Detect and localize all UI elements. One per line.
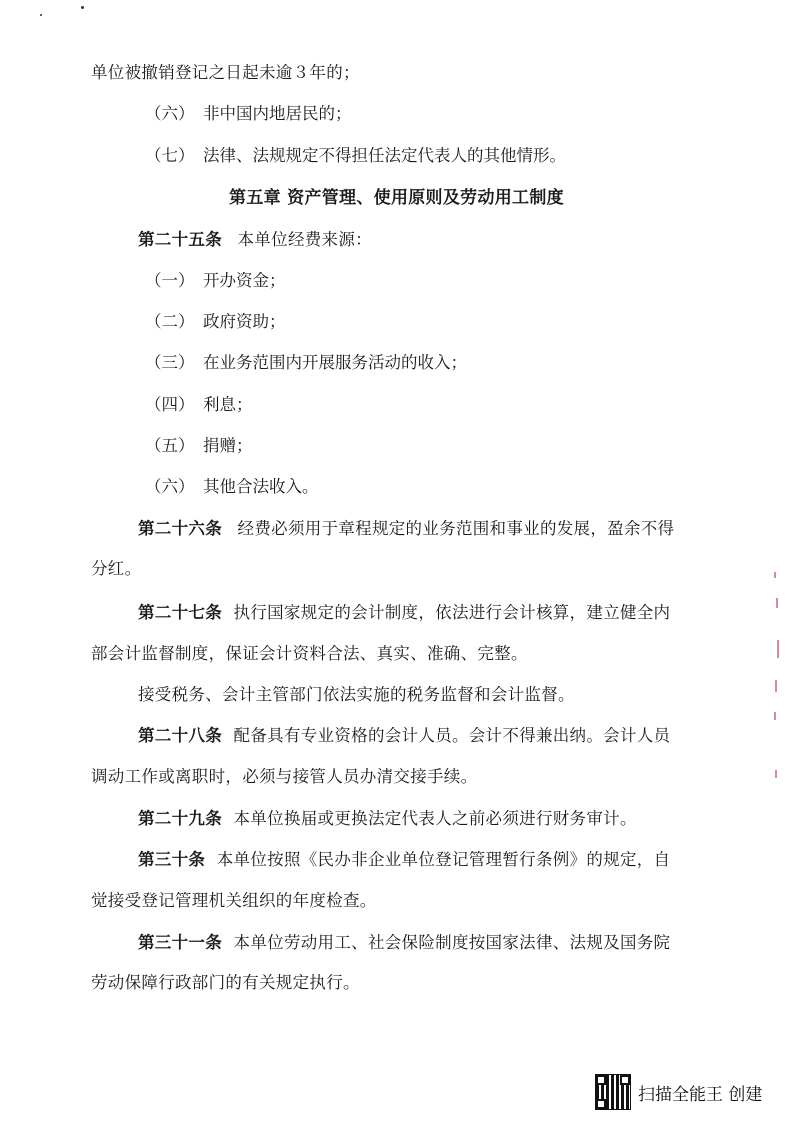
- list-marker: （三）: [145, 353, 195, 372]
- list-marker: （六）: [145, 104, 195, 123]
- list-marker: （一）: [145, 271, 195, 290]
- scan-speck: [81, 6, 84, 9]
- article-label: 第二十六条: [138, 519, 222, 538]
- article-text: 经费必须用于章程规定的业务范围和事业的发展，盈余不得: [237, 519, 675, 538]
- article-text: 本单位按照《民办非企业单位登记管理暂行条例》的规定，自: [216, 850, 671, 869]
- scan-edge-mark: [777, 640, 779, 658]
- list-marker: （四）: [145, 395, 195, 414]
- article-text: 配备具有专业资格的会计人员。会计不得兼出纳。会计人员: [233, 726, 671, 745]
- scan-edge-mark: [776, 598, 778, 608]
- text-line: 单位被撤销登记之日起未逾３年的；: [91, 63, 360, 82]
- article-label: 第三十一条: [138, 933, 222, 952]
- list-marker: （五）: [145, 436, 195, 455]
- article-label: 第二十八条: [138, 726, 222, 745]
- list-item-text: 其他合法收入。: [203, 477, 319, 496]
- text-line: 分红。: [91, 559, 142, 578]
- scan-edge-mark: [775, 680, 777, 692]
- article-text: 本单位经费来源：: [237, 230, 372, 249]
- list-marker: （二）: [145, 312, 195, 331]
- chapter-heading: 第五章 资产管理、使用原则及劳动用工制度: [229, 188, 564, 208]
- article-label: 第三十条: [138, 850, 206, 869]
- article-label: 第二十七条: [138, 603, 222, 622]
- qr-code-icon: [596, 1075, 630, 1109]
- scan-edge-mark: [774, 572, 776, 578]
- list-item-text: 政府资助；: [203, 312, 286, 331]
- list-marker: （七）: [145, 146, 195, 165]
- list-item-text: 在业务范围内开展服务活动的收入；: [203, 353, 467, 372]
- text-line: 调动工作或离职时，必须与接管人员办清交接手续。: [91, 767, 478, 786]
- article-29: [138, 808, 637, 830]
- scan-speck: [40, 14, 42, 16]
- list-item-text: 非中国内地居民的；: [203, 104, 352, 123]
- article-28: [138, 725, 670, 747]
- watermark-text: 扫描全能王 创建: [638, 1084, 763, 1105]
- article-label: 第二十五条: [138, 230, 222, 249]
- qr-corner: [596, 1099, 606, 1109]
- article-30: [138, 849, 670, 871]
- text-line: 接受税务、会计主管部门依法实施的税务监督和会计监督。: [138, 685, 575, 704]
- article-25: [138, 229, 372, 251]
- article-text: 本单位劳动用工、社会保险制度按国家法律、法规及国务院: [233, 933, 671, 952]
- article-text: 执行国家规定的会计制度，依法进行会计核算，建立健全内: [233, 603, 671, 622]
- article-label: 第二十九条: [138, 809, 222, 828]
- scanner-watermark: [596, 1070, 762, 1114]
- article-27: [138, 602, 670, 624]
- article-26: [138, 518, 674, 540]
- article-text: 本单位换届或更换法定代表人之前必须进行财务审计。: [233, 809, 637, 828]
- list-item-text: 开办资金；: [203, 271, 286, 290]
- list-item-text: 利息；: [203, 395, 253, 414]
- article-31: [138, 932, 670, 954]
- list-marker: （六）: [145, 477, 195, 496]
- text-line: 部会计监督制度，保证会计资料合法、真实、准确、完整。: [91, 644, 528, 663]
- scan-edge-mark: [774, 712, 776, 720]
- list-item-text: 捐赠；: [203, 436, 253, 455]
- text-line: 劳动保障行政部门的有关规定执行。: [91, 973, 360, 992]
- list-item-text: 法律、法规规定不得担任法定代表人的其他情形。: [203, 146, 566, 165]
- scan-edge-mark: [775, 770, 777, 778]
- text-line: 觉接受登记管理机关组织的年度检查。: [91, 891, 377, 910]
